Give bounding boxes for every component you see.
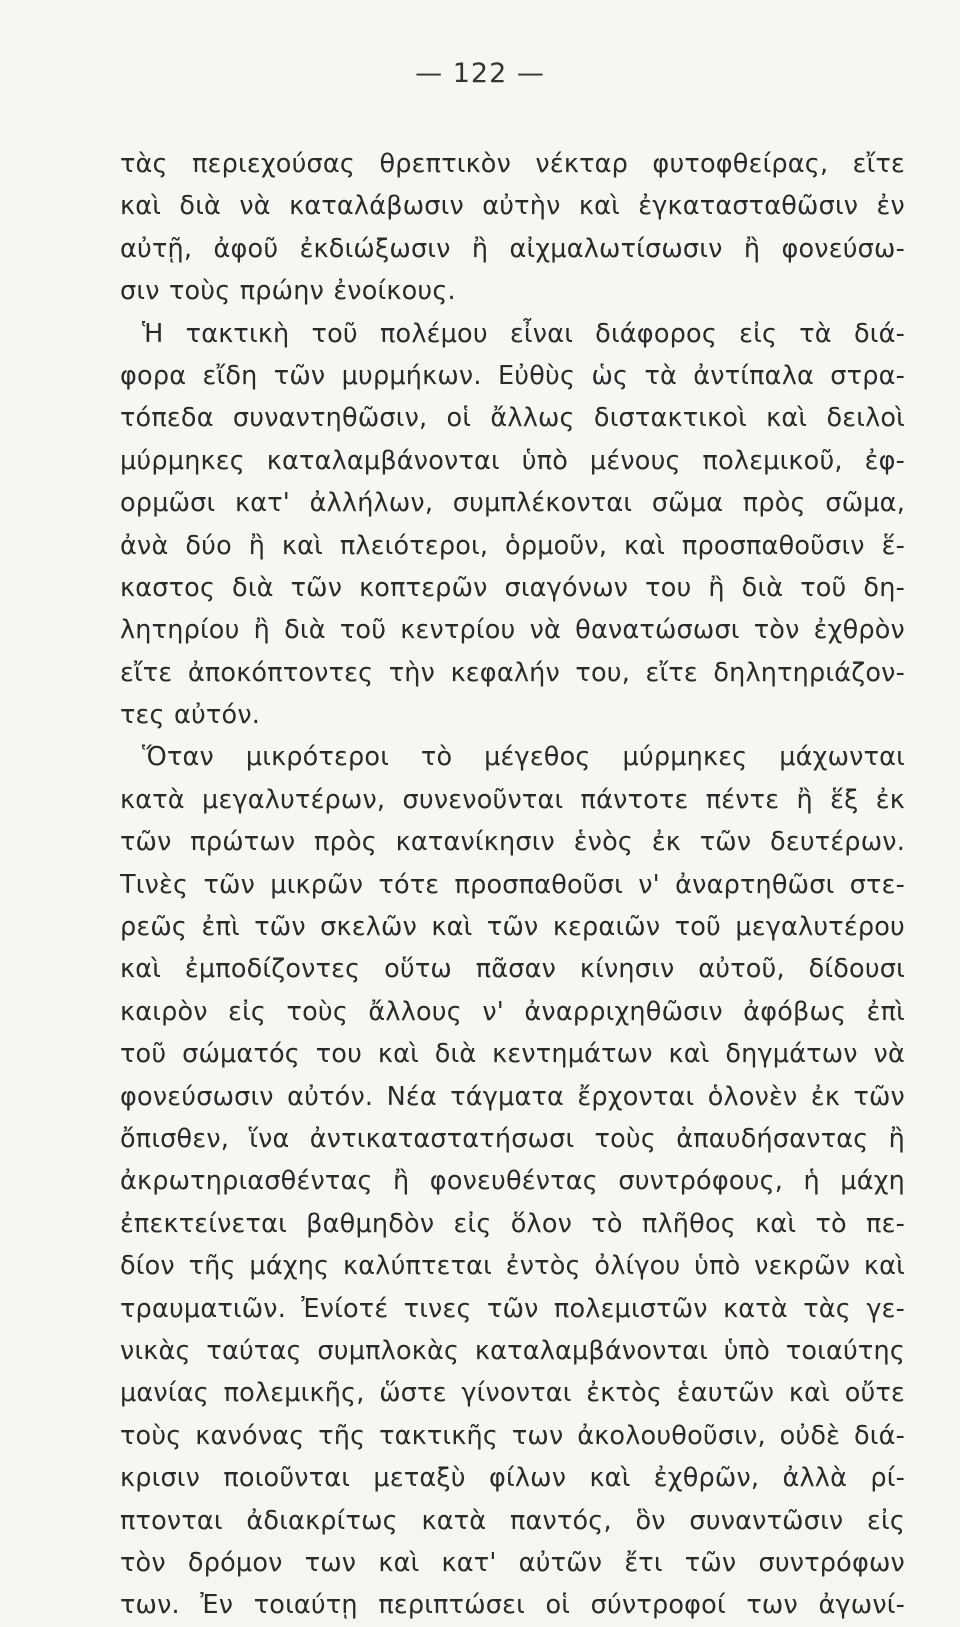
text-line: τες αὐτόν. — [120, 700, 261, 731]
text-line: ἐπεκτείνεται βαθμηδὸν εἰς ὅλον τὸ πλῆθος καὶ τὸ πε- — [120, 1208, 905, 1239]
page-number: — 122 — — [415, 58, 545, 89]
text-line: δίον τῆς μάχης καλύπτεται ἐντὸς ὀλίγου ὑπὸ νεκρῶν καὶ — [120, 1251, 905, 1282]
paragraph-start-line: Ὅταν μικρότεροι τὸ μέγεθος μύρμηκες μάχωνται — [142, 742, 905, 773]
text-line: καὶ ἐμποδίζοντες οὕτω πᾶσαν κίνησιν αὐτοῦ, δίδουσι — [120, 954, 905, 985]
text-line: ἀκρωτηριασθέντας ἢ φονευθέντας συντρόφους, ἡ μάχη — [120, 1166, 905, 1197]
text-line: καὶ διὰ νὰ καταλάβωσιν αὐτὴν καὶ ἐγκατασταθῶσιν ἐν — [120, 191, 905, 222]
text-line: κρισιν ποιοῦνται μεταξὺ φίλων καὶ ἐχθρῶν, ἀλλὰ ρί- — [120, 1463, 905, 1494]
text-line: των. Ἐν τοιαύτῃ περιπτώσει οἱ σύντροφοί των ἀγωνί- — [120, 1590, 905, 1621]
text-line: τοὺς κανόνας τῆς τακτικῆς των ἀκολουθοῦσιν, οὐδὲ διά- — [120, 1420, 905, 1451]
text-line: τὸν δρόμον των καὶ κατ' αὐτῶν ἔτι τῶν συντρόφων — [120, 1547, 905, 1578]
text-line: φονεύσωσιν αὐτόν. Νέα τάγματα ἔρχονται ὁλονὲν ἐκ τῶν — [120, 1081, 905, 1112]
text-line: μύρμηκες καταλαμβάνονται ὑπὸ μένους πολεμικοῦ, ἐφ- — [120, 445, 905, 476]
text-line: κατὰ μεγαλυτέρων, συνενοῦνται πάντοτε πέντε ἢ ἕξ ἐκ — [120, 784, 905, 815]
text-line: αὐτῇ, ἀφοῦ ἐκδιώξωσιν ἢ αἰχμαλωτίσωσιν ἢ φονεύσω- — [120, 233, 905, 264]
text-line: ρεῶς ἐπὶ τῶν σκελῶν καὶ τῶν κεραιῶν τοῦ μεγαλυτέρου — [120, 912, 905, 943]
text-line: τῶν πρώτων πρὸς κατανίκησιν ἑνὸς ἐκ τῶν δευτέρων. — [120, 827, 905, 858]
text-line: σιν τοὺς πρώην ἐνοίκους. — [120, 276, 456, 307]
text-line: καστος διὰ τῶν κοπτερῶν σιαγόνων του ἢ διὰ τοῦ δη- — [120, 572, 905, 603]
text-line: εἴτε ἀποκόπτοντες τὴν κεφαλήν του, εἴτε δηλητηριάζον- — [120, 657, 905, 688]
text-line: μανίας πολεμικῆς, ὥστε γίνονται ἐκτὸς ἑαυτῶν καὶ οὔτε — [120, 1378, 905, 1409]
text-line: τραυματιῶν. Ἐνίοτέ τινες τῶν πολεμιστῶν κατὰ τὰς γε- — [120, 1293, 905, 1324]
text-line: λητηρίου ἢ διὰ τοῦ κεντρίου νὰ θανατώσωσι τὸν ἐχθρὸν — [120, 615, 905, 646]
text-line: τόπεδα συναντηθῶσιν, οἱ ἄλλως διστακτικοὶ καὶ δειλοὶ — [120, 403, 905, 434]
text-line: Τινὲς τῶν μικρῶν τότε προσπαθοῦσι ν' ἀναρτηθῶσι στε- — [120, 869, 905, 900]
text-line: τοῦ σώματός του καὶ διὰ κεντημάτων καὶ δηγμάτων νὰ — [120, 1039, 905, 1070]
paragraph-start-line: Ἡ τακτικὴ τοῦ πολέμου εἶναι διάφορος εἰς τὰ διά- — [142, 318, 905, 349]
text-line: ορμῶσι κατ' ἀλλήλων, συμπλέκονται σῶμα πρὸς σῶμα, — [120, 488, 905, 519]
text-line: καιρὸν εἰς τοὺς ἄλλους ν' ἀναρριχηθῶσιν ἀφόβως ἐπὶ — [120, 996, 905, 1027]
body-text — [120, 143, 905, 1627]
text-line: νικὰς ταύτας συμπλοκὰς καταλαμβάνονται ὑπὸ τοιαύτης — [120, 1335, 905, 1366]
text-line: φορα εἴδη τῶν μυρμήκων. Εὐθὺς ὡς τὰ ἀντίπαλα στρα- — [120, 360, 905, 391]
text-line: πτονται ἀδιακρίτως κατὰ παντός, ὃν συναντῶσιν εἰς — [120, 1505, 905, 1536]
text-line: ὄπισθεν, ἵνα ἀντικαταστατήσωσι τοὺς ἀπαυδήσαντας ἢ — [120, 1123, 905, 1154]
text-line: ἀνὰ δύο ἢ καὶ πλειότεροι, ὁρμοῦν, καὶ προσπαθοῦσιν ἕ- — [120, 530, 905, 561]
text-line: τὰς περιεχούσας θρεπτικὸν νέκταρ φυτοφθείρας, εἴτε — [120, 149, 905, 179]
